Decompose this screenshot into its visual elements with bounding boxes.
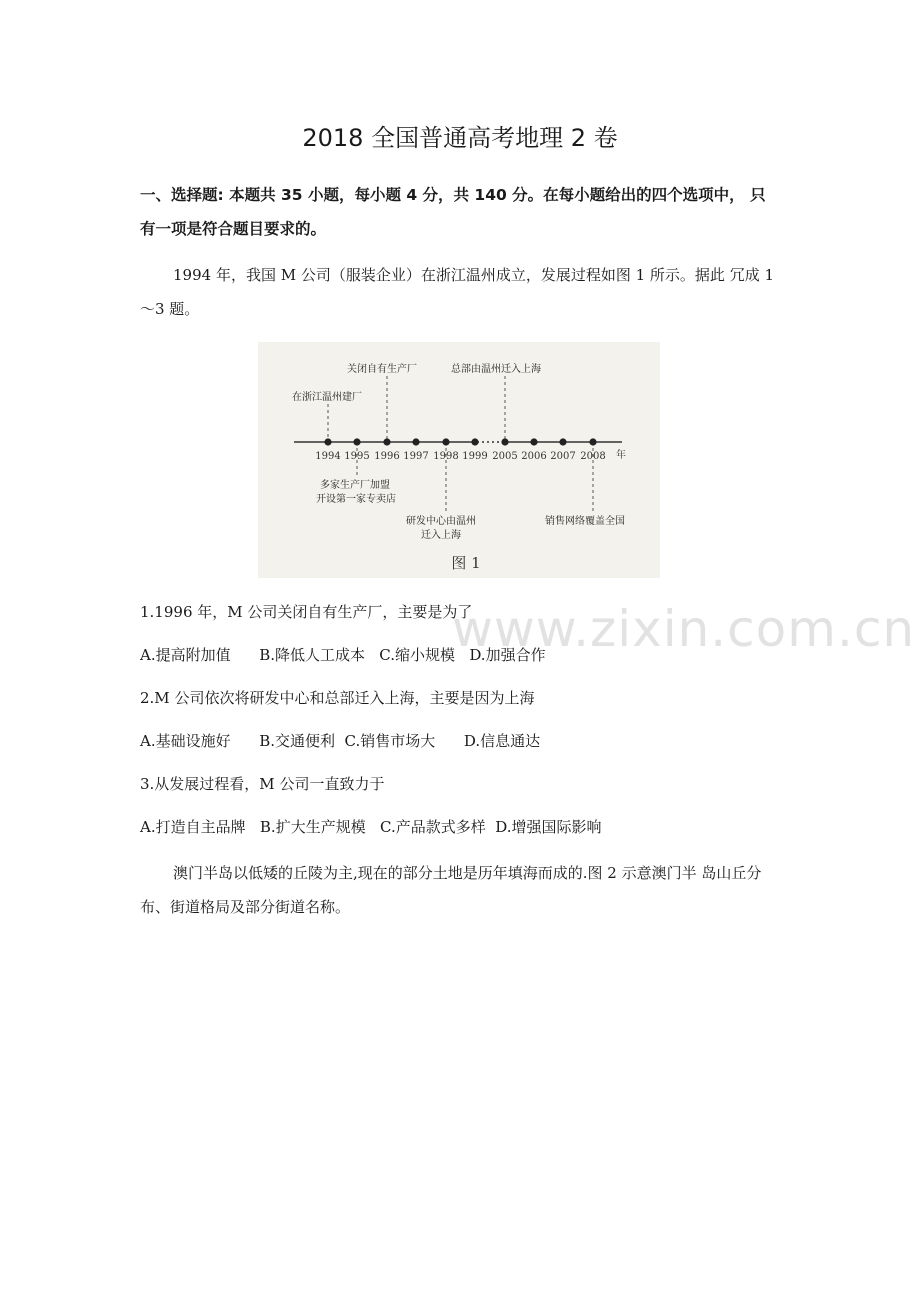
year-dot	[589, 438, 596, 445]
year-label: 2005	[492, 451, 518, 462]
year-dot	[324, 438, 331, 445]
document-title: 2018 全国普通高考地理 2 卷	[302, 124, 618, 152]
event-1998-line1: 研发中心由温州	[406, 516, 476, 527]
event-1995-line2: 开设第一家专卖店	[316, 494, 396, 505]
year-dot	[412, 438, 419, 445]
event-1995-line1: 多家生产厂加盟	[320, 480, 390, 491]
year-dot	[530, 438, 537, 445]
year-dot	[501, 438, 508, 445]
question-3: 3.从发展过程看，M 公司一直致力于	[140, 775, 385, 793]
year-label: 1999	[462, 451, 488, 462]
question-1: 1.1996 年，M 公司关闭自有生产厂，主要是为了	[140, 603, 473, 621]
event-1994: 在浙江温州建厂	[292, 392, 362, 403]
question-2: 2.M 公司依次将研发中心和总部迁入上海，主要是因为上海	[140, 689, 535, 707]
year-dot	[559, 438, 566, 445]
year-label: 1994	[315, 451, 341, 462]
section-heading: 一、选择题: 本题共 35 小题，每小题 4 分，共 140 分。在每小题给出的四个选项中， 只有一项是符合题目要求的。	[140, 186, 766, 238]
timeline-svg	[258, 342, 660, 578]
intro-paragraph: 1994 年，我国 M 公司（服装企业）在浙江温州成立，发展过程如图 1 所示。据此 冗成 1～3 题。	[140, 266, 774, 318]
question-1-options: A.提高附加值 B.降低人工成本 C.缩小规模 D.加强合作	[140, 646, 546, 664]
year-dot	[442, 438, 449, 445]
year-label: 1995	[344, 451, 370, 462]
year-label: 1998	[433, 451, 459, 462]
year-label: 1996	[374, 451, 400, 462]
year-dot	[383, 438, 390, 445]
event-1998-line2: 迁入上海	[421, 530, 461, 541]
year-label: 2007	[550, 451, 576, 462]
watermark: www.zixin.com.cn	[452, 600, 916, 658]
figure-caption: 图 1	[451, 554, 481, 572]
question-2-options: A.基础设施好 B.交通便利 C.销售市场大 D.信息通达	[140, 732, 541, 750]
event-2008: 销售网络覆盖全国	[545, 516, 625, 527]
event-1996: 关闭自有生产厂	[347, 364, 417, 375]
closing-paragraph: 澳门半岛以低矮的丘陵为主,现在的部分土地是历年填海而成的.图 2 示意澳门半 岛山丘分布、街道格局及部分街道名称。	[140, 864, 762, 916]
axis-unit: 年	[616, 450, 626, 461]
year-label: 1997	[403, 451, 429, 462]
event-2005: 总部由温州迁入上海	[451, 364, 541, 375]
timeline-figure	[258, 342, 660, 578]
year-label: 2006	[521, 451, 547, 462]
year-dot	[471, 438, 478, 445]
year-label: 2008	[580, 451, 606, 462]
question-3-options: A.打造自主品牌 B.扩大生产规模 C.产品款式多样 D.增强国际影响	[140, 818, 602, 836]
year-dot	[353, 438, 360, 445]
